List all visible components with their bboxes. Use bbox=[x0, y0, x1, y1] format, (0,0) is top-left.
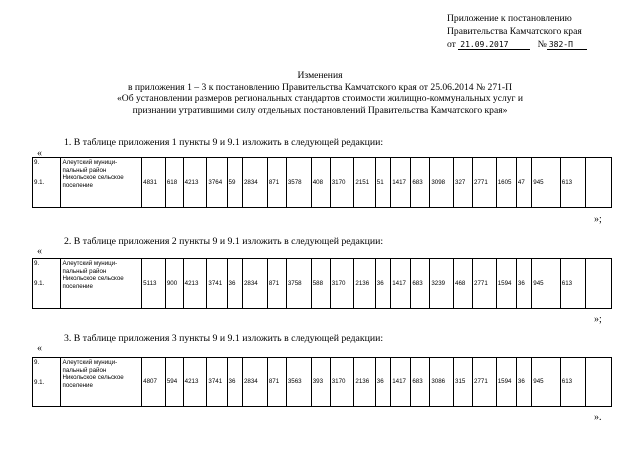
document-title bbox=[0, 70, 640, 116]
value-cell: 1417 bbox=[391, 358, 411, 407]
municipality-name-line: Алеутский муници- bbox=[62, 159, 118, 166]
row-number-cell bbox=[33, 259, 61, 309]
municipality-name-line: Алеутский муници- bbox=[62, 359, 118, 366]
date-value: 21.09.2017 bbox=[458, 40, 530, 50]
document-header bbox=[447, 12, 587, 51]
value-cell: 2136 bbox=[354, 259, 375, 309]
title-line-1: Изменения bbox=[297, 70, 343, 81]
empty-cell bbox=[585, 158, 611, 208]
municipality-name-line: Никольское сельское bbox=[62, 374, 124, 382]
municipality-name-cell bbox=[61, 158, 142, 208]
value-cell: 613 bbox=[560, 259, 585, 309]
value-cell: 4213 bbox=[183, 259, 207, 309]
municipality-name-line: поселение bbox=[62, 381, 93, 389]
municipality-name-line: пальный район bbox=[62, 366, 107, 374]
table-row bbox=[33, 158, 612, 208]
value-cell: 2136 bbox=[354, 358, 375, 407]
section-3-open-quote: « bbox=[37, 343, 42, 354]
section-2-table bbox=[32, 258, 612, 309]
value-cell: 594 bbox=[165, 358, 183, 407]
row-number: 9. bbox=[34, 359, 40, 366]
value-cell: 4213 bbox=[183, 358, 207, 407]
number-value: 382-П bbox=[547, 40, 587, 50]
value-cell: 4831 bbox=[142, 158, 166, 208]
municipality-name-line: поселение bbox=[62, 282, 93, 290]
value-cell: 945 bbox=[532, 358, 560, 407]
value-cell: 1594 bbox=[496, 358, 516, 407]
value-cell: 1417 bbox=[391, 259, 411, 309]
section-1-heading: 1. В таблице приложения 1 пункты 9 и 9.1 изложить в следующей редакции: bbox=[64, 137, 384, 148]
value-cell: 588 bbox=[311, 259, 330, 309]
value-cell: 613 bbox=[560, 158, 585, 208]
value-cell: 3170 bbox=[330, 358, 354, 407]
value-cell: 2771 bbox=[473, 158, 497, 208]
section-1-table bbox=[32, 157, 612, 208]
header-line-2: Правительства Камчатского края bbox=[447, 26, 582, 37]
value-cell: 2834 bbox=[242, 259, 267, 309]
value-cell: 3764 bbox=[207, 158, 227, 208]
value-cell: 3741 bbox=[207, 358, 227, 407]
value-cell: 1594 bbox=[496, 259, 516, 309]
value-cell: 871 bbox=[267, 158, 286, 208]
value-cell: 408 bbox=[311, 158, 330, 208]
value-cell: 1605 bbox=[496, 158, 516, 208]
empty-cell bbox=[585, 259, 611, 309]
value-cell: 2151 bbox=[354, 158, 375, 208]
section-2-open-quote: « bbox=[37, 246, 42, 257]
row-number: 9.1. bbox=[34, 279, 45, 287]
section-2-heading: 2. В таблице приложения 2 пункты 9 и 9.1 изложить в следующей редакции: bbox=[64, 236, 384, 247]
value-cell: 3170 bbox=[330, 158, 354, 208]
row-number: 9. bbox=[34, 260, 40, 267]
section-3-table bbox=[32, 357, 612, 407]
value-cell: 468 bbox=[454, 259, 473, 309]
row-number: 9. bbox=[34, 159, 40, 166]
section-3-heading: 3. В таблице приложения 3 пункты 9 и 9.1 изложить в следующей редакции: bbox=[64, 333, 384, 344]
value-cell: 1417 bbox=[391, 158, 411, 208]
municipality-name-line: пальный район bbox=[62, 166, 107, 174]
value-cell: 36 bbox=[516, 358, 531, 407]
section-1-open-quote: « bbox=[37, 148, 42, 159]
value-cell: 945 bbox=[532, 158, 560, 208]
value-cell: 36 bbox=[516, 259, 531, 309]
municipality-name-line: пальный район bbox=[62, 267, 107, 275]
title-line-4: признании утратившими силу отдельных постановлений Правительства Камчатского края» bbox=[132, 104, 508, 116]
value-cell: 683 bbox=[411, 158, 430, 208]
row-number: 9.1. bbox=[34, 378, 45, 386]
value-cell: 47 bbox=[516, 158, 531, 208]
row-number-cell bbox=[33, 158, 61, 208]
header-date-line bbox=[447, 38, 587, 51]
value-cell: 3578 bbox=[286, 158, 311, 208]
value-cell: 3098 bbox=[430, 158, 454, 208]
value-cell: 36 bbox=[227, 259, 242, 309]
value-cell: 2834 bbox=[242, 358, 267, 407]
title-line-3: «Об установлении размеров региональных стандартов стоимости жилищно-коммунальных услуг и bbox=[116, 93, 524, 104]
empty-cell bbox=[585, 358, 611, 407]
value-cell: 36 bbox=[227, 358, 242, 407]
table-row bbox=[33, 358, 612, 407]
value-cell: 51 bbox=[375, 158, 390, 208]
title-line-2: в приложения 1 – 3 к постановлению Правительства Камчатского края от 25.06.2014 № 271-П bbox=[127, 81, 513, 93]
table-row bbox=[33, 259, 612, 309]
value-cell: 4807 bbox=[142, 358, 166, 407]
municipality-name-line: Никольское сельское bbox=[62, 275, 124, 283]
value-cell: 4213 bbox=[183, 158, 207, 208]
value-cell: 315 bbox=[454, 358, 473, 407]
value-cell: 613 bbox=[560, 358, 585, 407]
value-cell: 36 bbox=[375, 259, 390, 309]
section-3-close-quote: ». bbox=[594, 412, 602, 423]
value-cell: 5113 bbox=[142, 259, 166, 309]
value-cell: 3741 bbox=[207, 259, 227, 309]
municipality-name-cell bbox=[61, 259, 142, 309]
value-cell: 871 bbox=[267, 259, 286, 309]
row-number: 9.1. bbox=[34, 178, 45, 186]
municipality-name-line: поселение bbox=[62, 181, 93, 189]
value-cell: 945 bbox=[532, 259, 560, 309]
municipality-name-cell bbox=[61, 358, 142, 407]
value-cell: 3563 bbox=[286, 358, 311, 407]
value-cell: 2771 bbox=[473, 358, 497, 407]
number-prefix: № bbox=[537, 39, 547, 50]
row-number-cell bbox=[33, 358, 61, 407]
municipality-name-line: Алеутский муници- bbox=[62, 260, 118, 267]
value-cell: 683 bbox=[411, 358, 430, 407]
value-cell: 3239 bbox=[430, 259, 454, 309]
value-cell: 3758 bbox=[286, 259, 311, 309]
date-prefix: от bbox=[447, 39, 456, 50]
value-cell: 871 bbox=[267, 358, 286, 407]
value-cell: 36 bbox=[375, 358, 390, 407]
value-cell: 3170 bbox=[330, 259, 354, 309]
section-1-close-quote: »; bbox=[594, 214, 602, 225]
municipality-name-line: Никольское сельское bbox=[62, 174, 124, 182]
value-cell: 618 bbox=[165, 158, 183, 208]
value-cell: 327 bbox=[454, 158, 473, 208]
section-2-close-quote: »; bbox=[594, 314, 602, 325]
value-cell: 900 bbox=[165, 259, 183, 309]
value-cell: 393 bbox=[311, 358, 330, 407]
value-cell: 3086 bbox=[430, 358, 454, 407]
header-line-1: Приложение к постановлению bbox=[447, 13, 572, 24]
value-cell: 2771 bbox=[473, 259, 497, 309]
value-cell: 2834 bbox=[242, 158, 267, 208]
value-cell: 59 bbox=[227, 158, 242, 208]
value-cell: 683 bbox=[411, 259, 430, 309]
